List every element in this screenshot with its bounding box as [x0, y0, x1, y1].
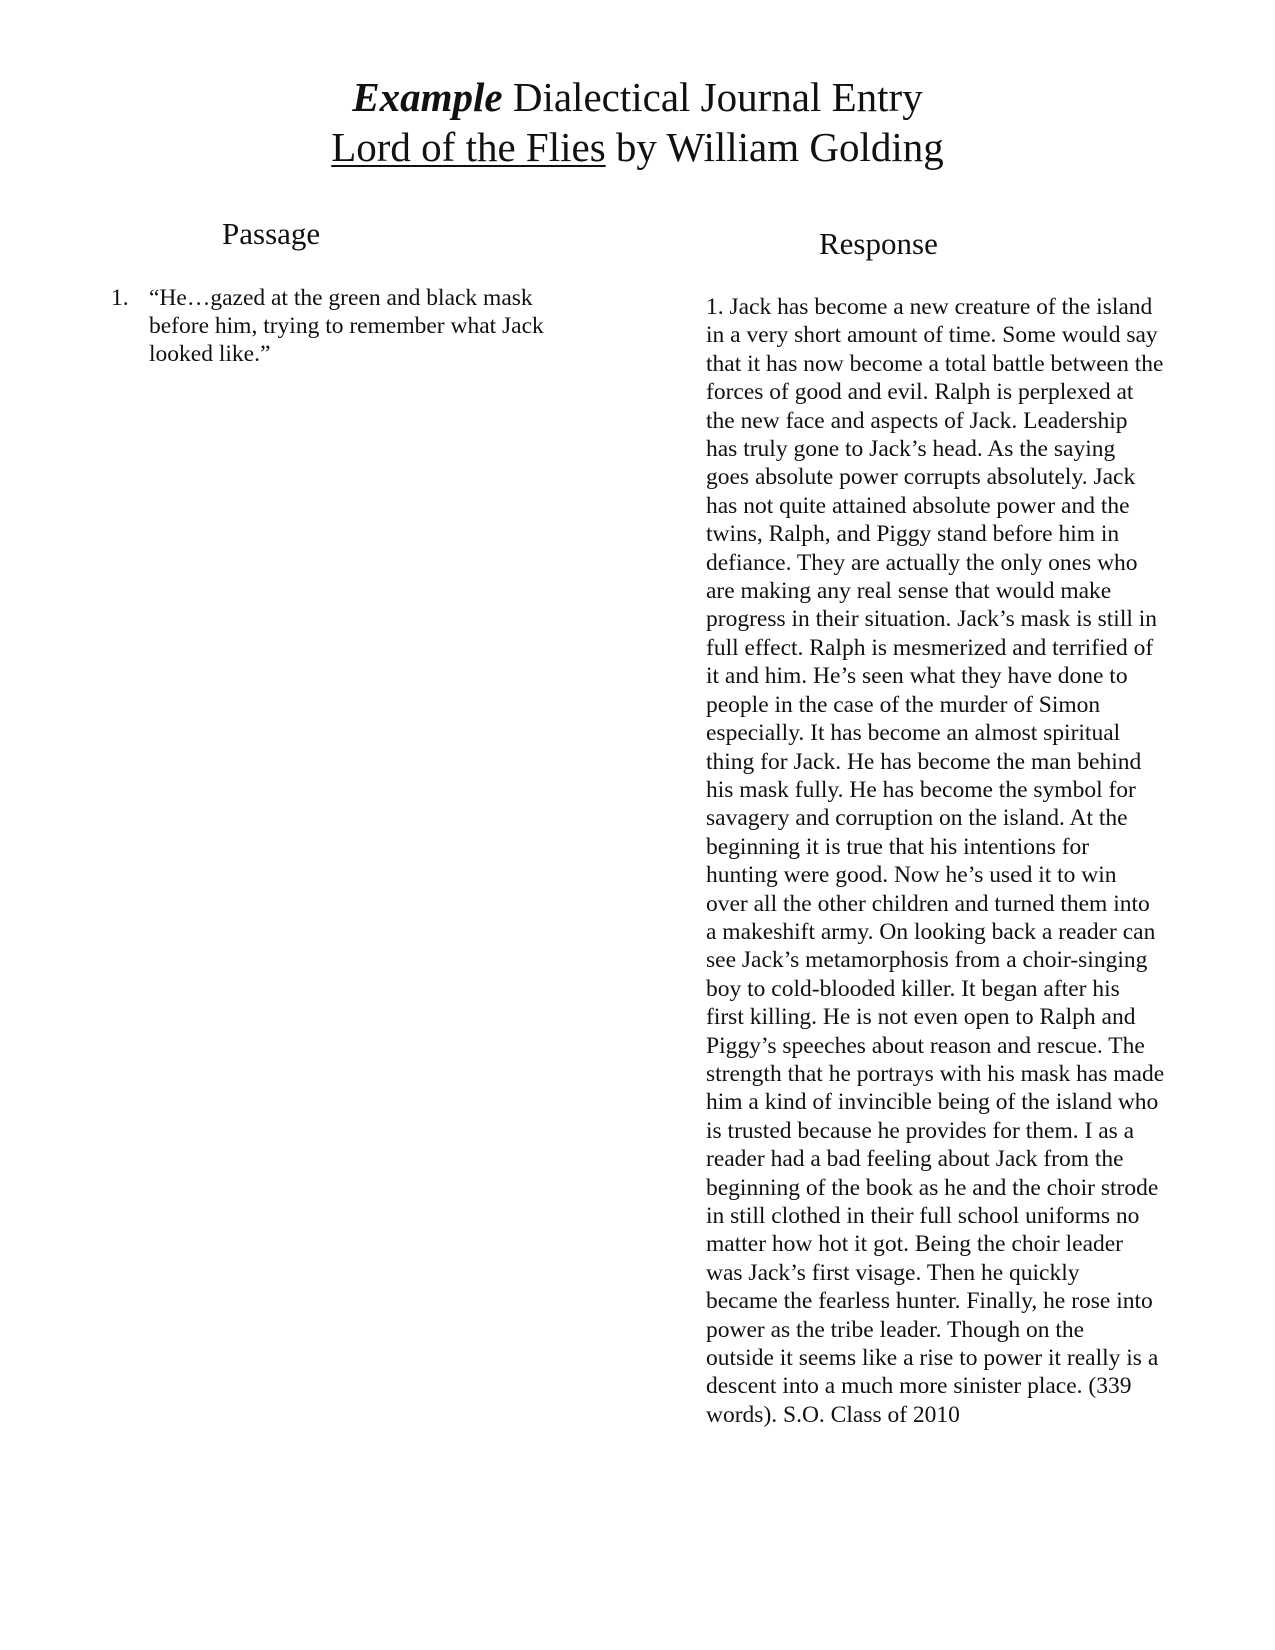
response-line: see Jack’s metamorphosis from a choir-singing — [706, 947, 1148, 974]
title-emphasis: Example — [352, 74, 503, 120]
response-line: over all the other children and turned them into — [706, 890, 1150, 917]
response-line: reader had a bad feeling about Jack from the — [706, 1146, 1124, 1173]
response-line: has not quite attained absolute power and the — [706, 492, 1130, 519]
response-line: beginning it is true that his intentions for — [706, 833, 1090, 860]
response-line: Piggy’s speeches about reason and rescue. The — [706, 1032, 1145, 1059]
response-line: defiance. They are actually the only ones who — [706, 549, 1138, 576]
response-line: thing for Jack. He has become the man behind — [706, 748, 1142, 775]
response-line: especially. It has become an almost spiritual — [706, 720, 1121, 747]
response-line: twins, Ralph, and Piggy stand before him in — [706, 521, 1120, 548]
book-byline: by William Golding — [605, 124, 944, 170]
passage-quote: “He…gazed at the green and black mask before him, trying to remember what Jack looked like.” — [149, 285, 544, 367]
response-line: outside it seems like a rise to power it really is a — [706, 1345, 1159, 1372]
response-line: goes absolute power corrupts absolutely. Jack — [706, 464, 1136, 491]
book-title: Lord of the Flies — [331, 124, 606, 170]
response-line: beginning of the book as he and the choir strode — [706, 1174, 1159, 1201]
response-line: in a very short amount of time. Some would say — [706, 322, 1158, 349]
response-line: people in the case of the murder of Simon — [706, 691, 1101, 718]
response-line: it and him. He’s seen what they have done to — [706, 663, 1128, 690]
response-line: descent into a much more sinister place. (339 — [706, 1373, 1132, 1400]
response-line: words). S.O. Class of 2010 — [706, 1401, 960, 1428]
response-line: strength that he portrays with his mask has made — [706, 1060, 1165, 1087]
response-line: his mask fully. He has become the symbol for — [706, 776, 1136, 803]
response-line: became the fearless hunter. Finally, he rose into — [706, 1288, 1153, 1315]
title-line-1 — [0, 72, 1275, 122]
response-line: is trusted because he provides for them. I as a — [706, 1117, 1135, 1144]
response-line: a makeshift army. On looking back a reader can — [706, 918, 1156, 945]
response-line: was Jack’s first visage. Then he quickly — [706, 1259, 1080, 1286]
response-line: are making any real sense that would make — [706, 578, 1112, 605]
response-line: 1. Jack has become a new creature of the island — [706, 294, 1153, 320]
response-line: savagery and corruption on the island. At the — [706, 805, 1128, 832]
response-heading: Response — [819, 226, 938, 261]
response-column — [706, 293, 1194, 1429]
title-line-2 — [0, 122, 1275, 172]
response-line: that it has now become a total battle between the — [706, 350, 1164, 377]
response-line: him a kind of invincible being of the island who — [706, 1089, 1159, 1116]
response-line: full effect. Ralph is mesmerized and terrified of — [706, 634, 1154, 661]
response-line: hunting were good. Now he’s used it to win — [706, 862, 1117, 889]
passage-heading: Passage — [222, 216, 321, 251]
response-line: in still clothed in their full school uniforms no — [706, 1203, 1140, 1229]
response-line: boy to cold-blooded killer. It began after his — [706, 975, 1120, 1002]
response-line: progress in their situation. Jack’s mask is still in — [706, 606, 1158, 633]
passage-number: 1. — [111, 285, 129, 311]
response-line: forces of good and evil. Ralph is perplexed at — [706, 379, 1134, 406]
response-line: first killing. He is not even open to Ralph and — [706, 1004, 1136, 1031]
response-line: power as the tribe leader. Though on the — [706, 1316, 1085, 1343]
passage-column — [111, 284, 581, 368]
response-line: matter how hot it got. Being the choir leader — [706, 1231, 1124, 1258]
document-title — [0, 72, 1275, 172]
title-rest: Dialectical Journal Entry — [502, 74, 923, 120]
response-line: the new face and aspects of Jack. Leadership — [706, 407, 1128, 434]
response-line: has truly gone to Jack’s head. As the saying — [706, 436, 1116, 463]
